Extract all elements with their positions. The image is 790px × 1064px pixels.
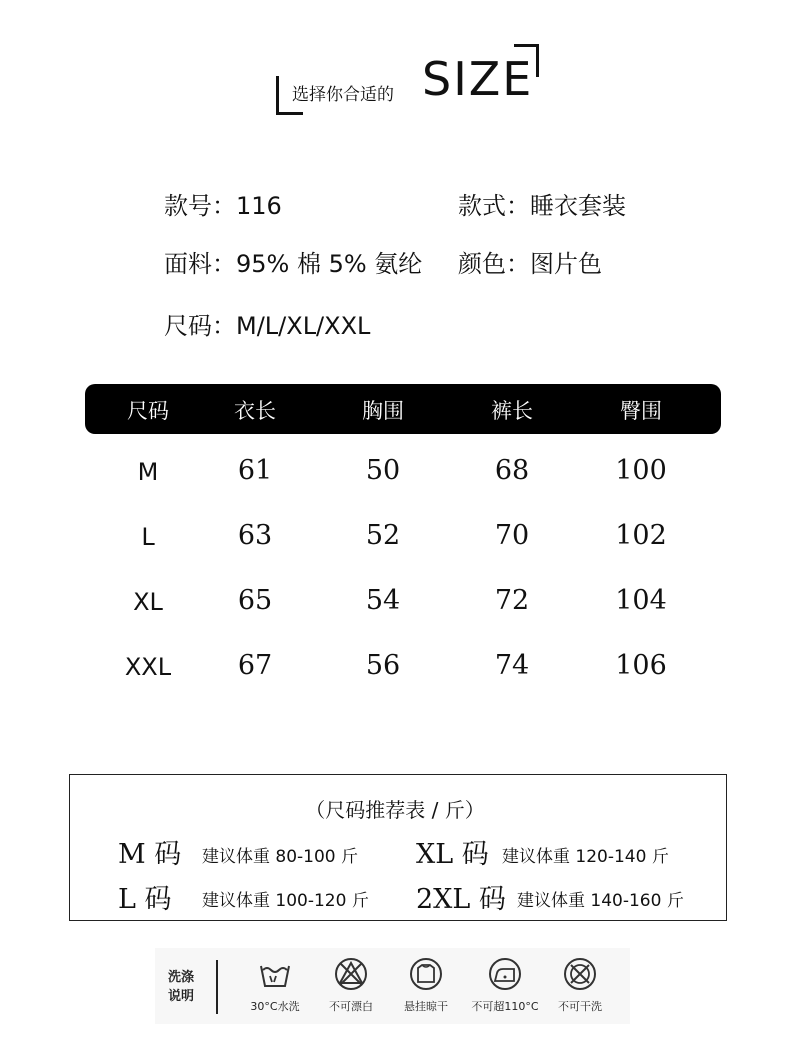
care-label: 悬挂晾干 bbox=[404, 1000, 448, 1013]
table-cell: 104 bbox=[615, 585, 667, 616]
table-cell: 67 bbox=[237, 650, 273, 681]
table-cell: 70 bbox=[494, 520, 530, 551]
table-cell: 54 bbox=[365, 585, 401, 616]
recommend-size: L 码 bbox=[118, 884, 172, 915]
table-cell-size: M bbox=[137, 458, 159, 486]
table-cell-size: XXL bbox=[124, 653, 172, 681]
table-cell-size: L bbox=[141, 523, 155, 551]
recommend-weight: 建议体重 140-160 斤 bbox=[517, 891, 684, 911]
hang-dry-icon bbox=[408, 956, 444, 992]
table-cell: 65 bbox=[237, 585, 273, 616]
care-title-line: 洗涤 bbox=[168, 970, 195, 985]
info-fabric: 面料：95% 棉 5% 氨纶 bbox=[164, 250, 423, 278]
table-cell: 102 bbox=[615, 520, 667, 551]
table-header-hip: 臀围 bbox=[620, 399, 662, 423]
care-title-line: 说明 bbox=[168, 989, 195, 1004]
info-color: 颜色：图片色 bbox=[458, 250, 602, 278]
recommend-size: M 码 bbox=[118, 839, 182, 870]
table-cell: 56 bbox=[365, 650, 401, 681]
table-header-size: 尺码 bbox=[127, 399, 169, 423]
table-header-chest: 胸围 bbox=[362, 399, 404, 423]
table-cell: 74 bbox=[494, 650, 530, 681]
info-style-no: 款号：116 bbox=[164, 192, 282, 220]
care-divider bbox=[216, 960, 218, 1014]
table-cell: 106 bbox=[615, 650, 667, 681]
info-style: 款式：睡衣套装 bbox=[458, 192, 626, 220]
no-bleach-icon bbox=[333, 956, 369, 992]
table-header-length: 衣长 bbox=[234, 399, 276, 423]
header-title: SIZE bbox=[422, 52, 534, 106]
care-label: 30°C水洗 bbox=[250, 1000, 300, 1013]
wash-30-icon bbox=[257, 956, 293, 992]
table-cell: 52 bbox=[365, 520, 401, 551]
table-header-pants-length: 裤长 bbox=[491, 399, 533, 423]
care-label: 不可漂白 bbox=[329, 1000, 373, 1013]
table-cell: 100 bbox=[615, 455, 667, 486]
table-cell: 72 bbox=[494, 585, 530, 616]
recommend-size: 2XL 码 bbox=[416, 884, 506, 915]
no-dry-clean-icon bbox=[562, 956, 598, 992]
recommend-weight: 建议体重 80-100 斤 bbox=[202, 847, 359, 867]
info-sizes: 尺码：M/L/XL/XXL bbox=[164, 312, 371, 340]
table-cell: 68 bbox=[494, 455, 530, 486]
recommend-size: XL 码 bbox=[416, 839, 489, 870]
care-label: 不可干洗 bbox=[558, 1000, 602, 1013]
table-cell: 50 bbox=[365, 455, 401, 486]
recommend-weight: 建议体重 120-140 斤 bbox=[502, 847, 669, 867]
table-cell-size: XL bbox=[133, 588, 163, 616]
care-title bbox=[168, 968, 194, 1006]
iron-110-icon bbox=[487, 956, 523, 992]
table-cell: 61 bbox=[237, 455, 273, 486]
care-label: 不可超110°C bbox=[471, 1000, 539, 1013]
header-subtitle: 选择你合适的 bbox=[292, 85, 394, 105]
table-cell: 63 bbox=[237, 520, 273, 551]
recommendation-title: （尺码推荐表 / 斤） bbox=[305, 798, 485, 822]
recommend-weight: 建议体重 100-120 斤 bbox=[202, 891, 369, 911]
